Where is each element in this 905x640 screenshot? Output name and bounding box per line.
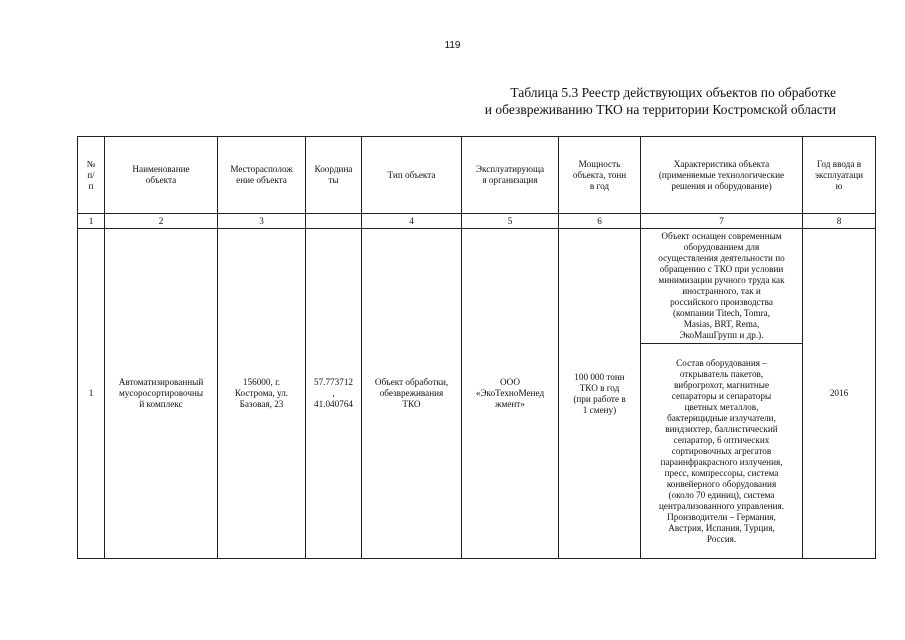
header-type: Тип объекта	[362, 137, 462, 214]
column-number	[306, 214, 362, 229]
table-caption	[485, 84, 836, 118]
table-row	[78, 229, 876, 344]
row-capacity: 100 000 тонн ТКО в год (при работе в 1 смену)	[559, 229, 641, 559]
header-num: № п/ п	[78, 137, 105, 214]
row-characteristic-description: Объект оснащен современным оборудованием для осуществления деятельности по обращению с ТКО при условии минимизации ручного труда как иностранного, так и российского производства (компании Titech, Tomra, Masias, BRT, Rema, ЭкоМашГрупп и др.).	[641, 229, 803, 344]
row-coordinates: 57.773712 , 41.040764	[306, 229, 362, 559]
column-number: 7	[641, 214, 803, 229]
row-characteristic-equipment: Состав оборудования – открыватель пакетов, виброгрохот, магнитные сепараторы и сепараторы цветных металлов, бактерицидные излучатели, виндзихтер, баллистический сепаратор, 6 оптических сортировочных агрегатов параинфракрасного излучения, пресс, компрессоры, система конвейерного оборудования (около 70 единиц), система централизованного управления. Производители – Германия, Австрия, Испания, Турция, Россия.	[641, 344, 803, 559]
row-location: 156000, г. Кострома, ул. Базовая, 23	[218, 229, 306, 559]
row-num: 1	[78, 229, 105, 559]
column-number: 1	[78, 214, 105, 229]
column-number: 8	[803, 214, 876, 229]
header-operator: Эксплуатирующа я организация	[462, 137, 559, 214]
row-operator: ООО «ЭкоТехноМенед жмент»	[462, 229, 559, 559]
row-year: 2016	[803, 229, 876, 559]
row-type: Объект обработки, обезвреживания ТКО	[362, 229, 462, 559]
page-number: 119	[444, 40, 461, 51]
column-number: 3	[218, 214, 306, 229]
column-number-row	[78, 214, 876, 229]
column-number: 6	[559, 214, 641, 229]
header-year: Год ввода в эксплуатаци ю	[803, 137, 876, 214]
caption-line-2: и обезвреживанию ТКО на территории Костромской области	[484, 102, 836, 117]
header-characteristic: Характеристика объекта (применяемые технологические решения и оборудование)	[641, 137, 803, 214]
header-location: Месторасполож ение объекта	[218, 137, 306, 214]
column-number: 4	[362, 214, 462, 229]
header-name: Наименование объекта	[105, 137, 218, 214]
header-coordinates: Координа ты	[306, 137, 362, 214]
registry-table	[77, 136, 876, 559]
header-row	[78, 137, 876, 214]
caption-line-1: Таблица 5.3 Реестр действующих объектов по обработке	[510, 85, 836, 100]
column-number: 5	[462, 214, 559, 229]
row-name: Автоматизированный мусоросортировочны й комплекс	[105, 229, 218, 559]
column-number: 2	[105, 214, 218, 229]
header-capacity: Мощность объекта, тонн в год	[559, 137, 641, 214]
